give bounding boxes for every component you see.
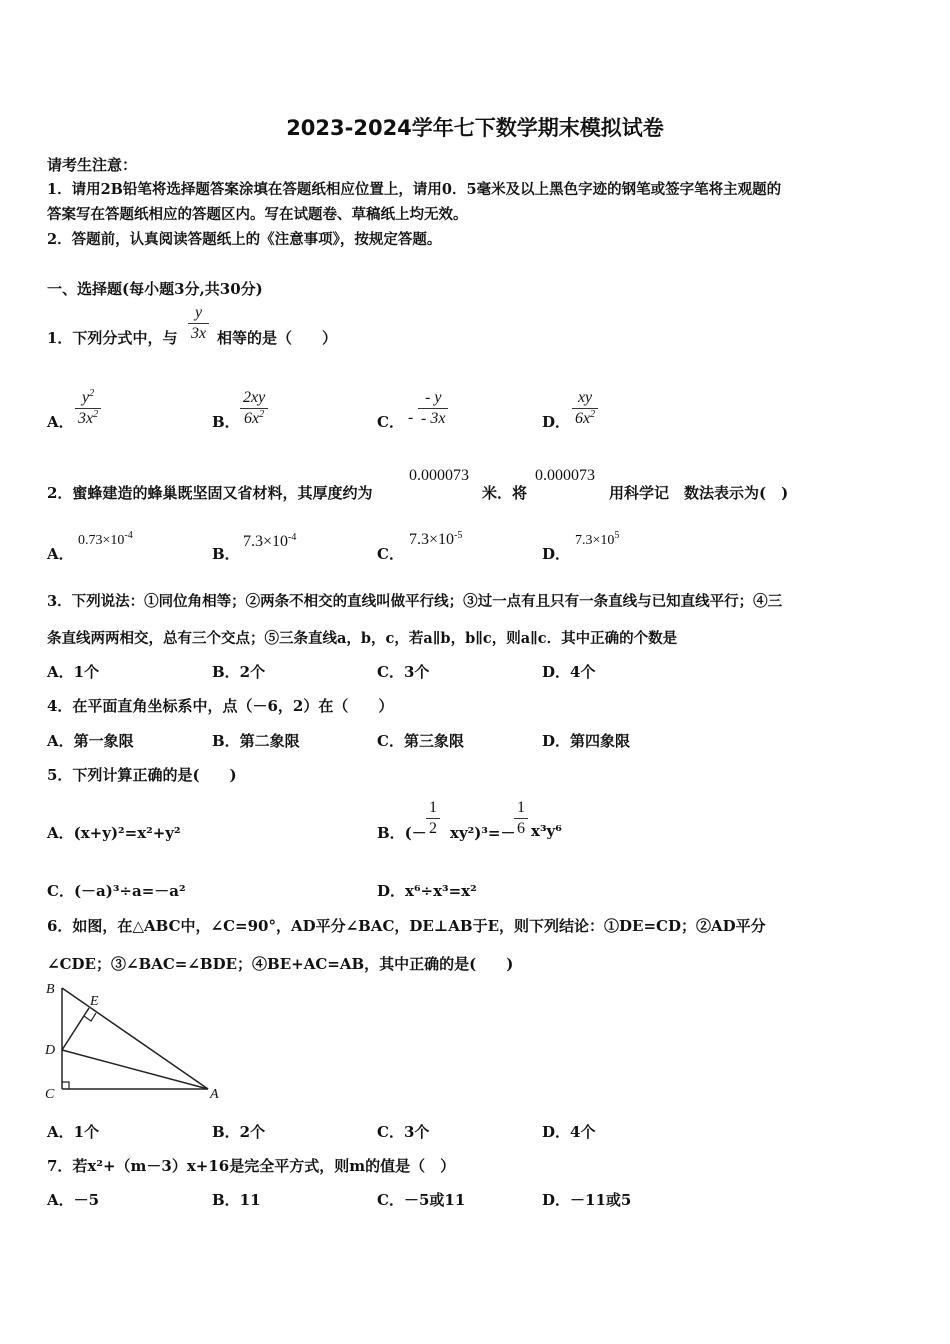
q2-c-exp: -5 [454,530,463,541]
q2-stem-post: 用科学记 数法表示为( ) [609,484,789,502]
q6-option-c: C．3个 [377,1123,430,1141]
q6-stem-line-2: ∠CDE；③∠BAC=∠BDE；④BE+AC=AB，其中正确的是( ) [47,955,514,973]
q5-b-fraction-1 [426,798,440,839]
q2-d-base: 7.3×10 [575,533,615,548]
q1-b-den: $6x^2$ [244,409,265,427]
triangle-figure [40,978,230,1103]
section-heading: 一、选择题(每小题3分,共30分) [47,280,263,298]
q2-c-base: 7.3×10 [409,531,455,548]
q7-option-c: C．－5或11 [377,1191,466,1209]
q1-option-b-fraction [240,388,268,429]
q1-d-num: xy [572,388,598,409]
q2-option-c-value [409,531,462,549]
q2-option-a-label: A． [47,545,74,563]
q1-b-num: 2xy [240,388,268,409]
q1-d-den: $6x^2$ [575,409,596,427]
notice-line-1a: 1．请用2B铅笔将选择题答案涂填在答题纸相应位置上，请用0．5毫米及以上黑色字迹的钢笔或签字笔将主观题的 [47,181,782,198]
q2-a-exp: -4 [124,530,133,541]
q5-b-fraction-2 [514,798,528,839]
page-title: 2023-2024学年七下数学期末模拟试卷 [286,116,664,140]
q3-option-b: B．2个 [212,663,266,681]
q4-option-c: C．第三象限 [377,732,464,750]
q6-option-d: D．4个 [542,1123,596,1141]
q7-option-b: B．11 [212,1191,261,1209]
segment-de [62,1008,89,1050]
q5-option-b-pre: B．(－ [377,824,427,842]
q1-c-den: - 3x [421,410,446,427]
label-c: C [45,1087,55,1102]
q2-stem-pre: 2．蜜蜂建造的蜂巢既坚固又省材料，其厚度约为 [47,484,373,502]
q1-option-a-fraction [75,388,101,429]
q6-option-a: A．1个 [47,1123,100,1141]
side-ab [62,988,208,1089]
q7-stem: 7．若x²+（m－3）x+16是完全平方式，则m的值是（ ） [47,1157,456,1175]
q2-a-base: 0.73×10 [78,533,125,548]
q7-option-a: A．－5 [47,1191,100,1209]
q3-option-a: A．1个 [47,663,100,681]
q1-option-a-label: A． [47,413,74,431]
q2-option-b-value [243,533,296,551]
q4-stem: 4．在平面直角坐标系中，点（－6，2）在（ ） [47,697,394,715]
q1-frac-num: y [188,303,209,324]
q1-stem-post: 相等的是（ ） [217,329,338,347]
label-e: E [90,994,99,1009]
notice-line-1b: 答案写在答题纸相应的答题区内。写在试题卷、草稿纸上均无效。 [47,206,468,223]
segment-ad [62,1050,208,1089]
q5-b-num-2: 1 [514,798,528,819]
q5-option-b-post: x³y⁶ [531,822,562,840]
q2-stem-mid: 米．将 [482,484,528,502]
q2-b-exp: -4 [288,532,297,543]
q1-stem-pre: 1．下列分式中，与 [47,329,178,347]
q1-fraction [188,303,209,344]
q2-option-a-value [78,530,133,549]
notice-line-2: 2．答题前，认真阅读答题纸上的《注意事项》，按规定答题。 [47,231,442,248]
q2-option-b-label: B． [212,545,240,563]
q5-option-d: D．x⁶÷x³=x² [377,882,477,900]
q2-d-exp: 5 [614,530,620,541]
q1-option-c-label: C． [377,413,404,431]
q5-b-num-1: 1 [426,798,440,819]
right-angle-c [62,1082,69,1089]
q2-option-d-value [575,530,620,549]
q3-option-c: C．3个 [377,663,430,681]
q2-option-d-label: D． [542,545,571,563]
q1-option-b-label: B． [212,413,240,431]
label-a: A [210,1087,219,1102]
q1-option-d-label: D． [542,413,571,431]
q4-option-d: D．第四象限 [542,732,631,750]
q3-option-d: D．4个 [542,663,596,681]
q4-option-a: A．第一象限 [47,732,134,750]
q1-a-den: $3x^2$ [78,409,99,427]
q2-number-1: 0.000073 [409,467,469,484]
label-b: B [46,982,55,997]
q3-stem-line-2: 条直线两两相交，总有三个交点；⑤三条直线a，b，c，若a∥b，b∥c，则a∥c．其中正确的个数是 [47,630,678,647]
q5-b-den-2: 6 [517,820,525,837]
q2-b-base: 7.3×10 [243,533,289,550]
q1-a-num: $y^2$ [82,388,95,406]
q1-c-sign: - [408,409,414,426]
q1-c-num: - y [418,388,448,409]
q1-option-d-fraction [572,388,598,429]
q3-stem-line-1: 3．下列说法：①同位角相等；②两条不相交的直线叫做平行线；③过一点有且只有一条直线与已知直线平行；④三 [47,593,783,610]
q2-number-2: 0.000073 [535,467,595,484]
notice-heading: 请考生注意： [47,156,138,174]
q5-option-c: C．(－a)³÷a=－a² [47,882,186,900]
label-d: D [45,1043,56,1058]
q1-frac-den: 3x [191,325,207,342]
q1-option-c-fraction [418,388,448,429]
q5-option-b-mid: xy²)³=－ [450,824,516,842]
q7-option-d: D．－11或5 [542,1191,632,1209]
q6-stem-line-1: 6．如图，在△ABC中，∠C=90°，AD平分∠BAC，DE⊥AB于E，则下列结论：①DE=CD；②AD平分 [47,917,766,935]
q4-option-b: B．第二象限 [212,732,300,750]
q2-option-c-label: C． [377,545,404,563]
q5-option-a: A．(x+y)²=x²+y² [47,824,181,842]
q5-b-den-1: 2 [429,820,437,837]
q5-stem: 5．下列计算正确的是( ) [47,766,237,784]
q6-option-b: B．2个 [212,1123,266,1141]
